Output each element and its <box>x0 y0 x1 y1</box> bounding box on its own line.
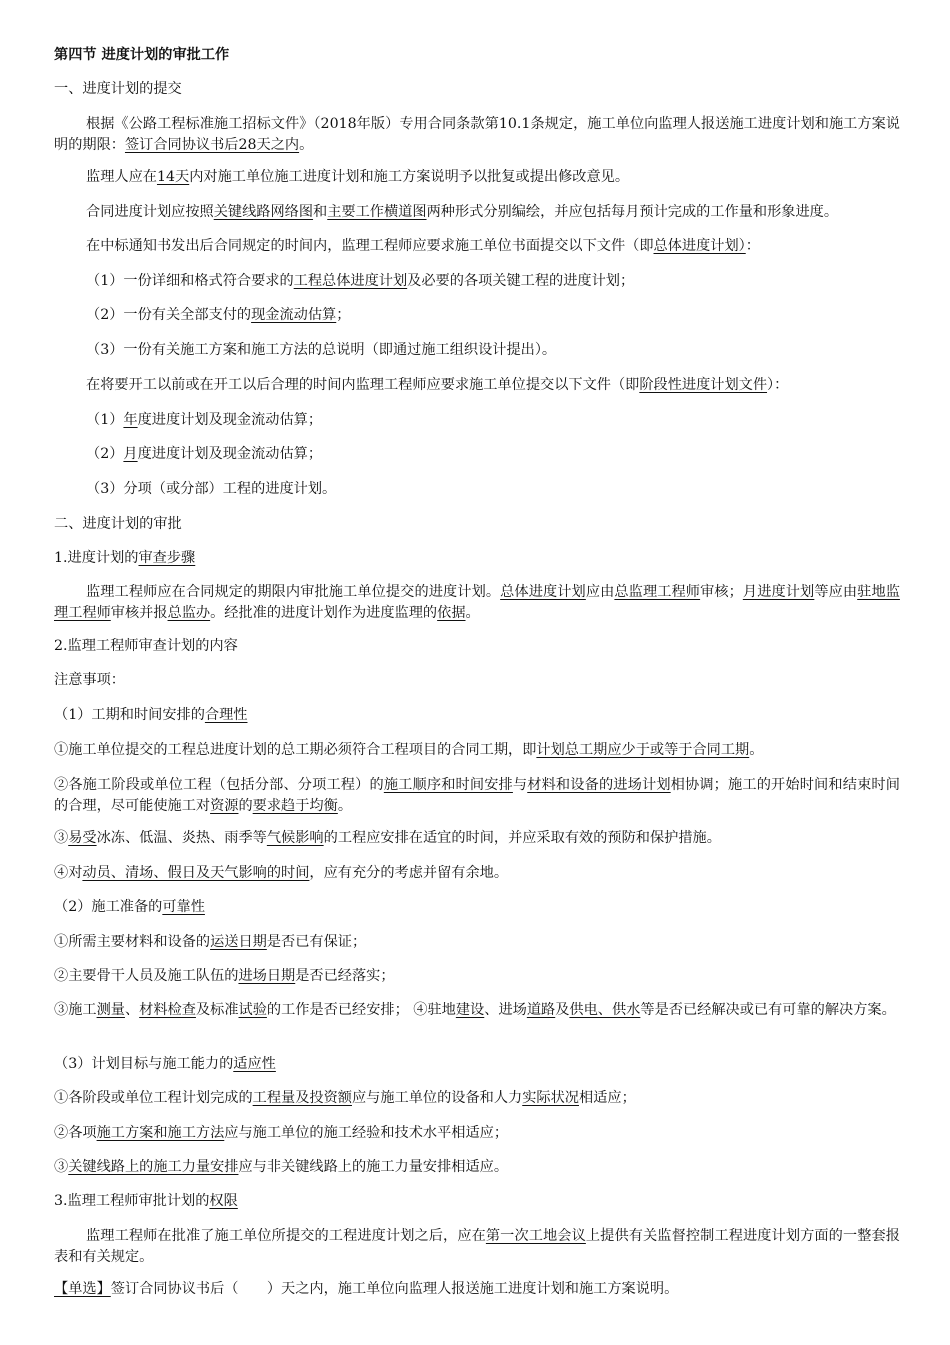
list-item-stage-1: （1）年度进度计划及现金流动估算； <box>86 412 323 428</box>
paragraph-plan-forms: 合同进度计划应按照关键线路网络图和主要工作横道图两种形式分别编绘，并应包括每月预计完成的工作量和形象进度。 <box>86 204 839 220</box>
paragraph-submission-deadline: 根据《公路工程标准施工招标文件》（2018年版）专用合同条款第10.1条规定，施工单位向监理人报送施工进度计划和施工方案说明的期限：签订合同协议书后28天之内。 <box>54 116 900 153</box>
criterion-3-heading: （3）计划目标与施工能力的适应性 <box>54 1056 276 1072</box>
subheading-authority: 3.监理工程师审批计划的权限 <box>54 1193 238 1209</box>
list-item-overall-2: （2）一份有关全部支付的现金流动估算； <box>86 307 351 323</box>
subheading-review-steps: 1.进度计划的审查步骤 <box>54 550 196 566</box>
heading-approval: 二、进度计划的审批 <box>54 516 182 532</box>
note-label: 注意事项： <box>54 672 125 688</box>
criterion-2-item-1: ①所需主要材料和设备的运送日期是否已有保证； <box>54 934 367 950</box>
paragraph-stage-plan: 在将要开工以前或在开工以后合理的时间内监理工程师应要求施工单位提交以下文件（即阶段性进度计划文件）： <box>86 377 789 393</box>
criterion-1-item-1: ①施工单位提交的工程总进度计划的总工期必须符合工程项目的合同工期，即计划总工期应少于或等于合同工期。 <box>54 742 764 758</box>
criterion-2-item-3: ③施工测量、材料检查及标准试验的工作是否已经安排； ④驻地建设、进场道路及供电、供水等是否已经解决或已有可靠的解决方案。 <box>54 1002 896 1018</box>
paragraph-review-steps: 监理工程师应在合同规定的期限内审批施工单位提交的进度计划。总体进度计划应由总监理工程师审核；月进度计划等应由驻地监理工程师审核并报总监办。经批准的进度计划作为进度监理的依据。 <box>54 584 900 621</box>
criterion-1-item-4: ④对动员、清场、假日及天气影响的时间，应有充分的考虑并留有余地。 <box>54 865 509 881</box>
list-item-stage-3: （3）分项（或分部）工程的进度计划。 <box>86 481 337 497</box>
list-item-overall-3: （3）一份有关施工方案和施工方法的总说明（即通过施工组织设计提出）。 <box>86 342 557 358</box>
paragraph-overall-plan: 在中标通知书发出后合同规定的时间内，监理工程师应要求施工单位书面提交以下文件（即总体进度计划）： <box>86 238 760 254</box>
subheading-review-content: 2.监理工程师审查计划的内容 <box>54 638 238 654</box>
criterion-1-item-3: ③易受冰冻、低温、炎热、雨季等气候影响的工程应安排在适宜的时间，并应采取有效的预防和保护措施。 <box>54 830 721 846</box>
criterion-3-item-1: ①各阶段或单位工程计划完成的工程量及投资额应与施工单位的设备和人力实际状况相适应； <box>54 1090 636 1106</box>
heading-submission: 一、进度计划的提交 <box>54 81 182 97</box>
list-item-stage-2: （2）月度进度计划及现金流动估算； <box>86 446 323 462</box>
criterion-2-heading: （2）施工准备的可靠性 <box>54 899 205 915</box>
criterion-1-heading: （1）工期和时间安排的合理性 <box>54 707 248 723</box>
criterion-3-item-2: ②各项施工方案和施工方法应与施工单位的施工经验和技术水平相适应； <box>54 1125 509 1141</box>
single-choice-question: 【单选】签订合同协议书后（ ）天之内，施工单位向监理人报送施工进度计划和施工方案说明。 <box>54 1281 679 1297</box>
section-title: 第四节 进度计划的审批工作 <box>54 47 230 63</box>
criterion-2-item-2: ②主要骨干人员及施工队伍的进场日期是否已经落实； <box>54 968 395 984</box>
criterion-1-item-2: ②各施工阶段或单位工程（包括分部、分项工程）的施工顺序和时间安排与材料和设备的进场计划相协调；施工的开始时间和结束时间的合理，尽可能使施工对资源的要求趋于均衡。 <box>54 777 900 814</box>
list-item-overall-1: （1）一份详细和格式符合要求的工程总体进度计划及必要的各项关键工程的进度计划； <box>86 273 635 289</box>
paragraph-authority: 监理工程师在批准了施工单位所提交的工程进度计划之后，应在第一次工地会议上提供有关监督控制工程进度计划方面的一整套报表和有关规定。 <box>54 1228 900 1265</box>
question-tag: 【单选】 <box>54 1281 111 1297</box>
paragraph-reply-period: 监理人应在14天内对施工单位施工进度计划和施工方案说明予以批复或提出修改意见。 <box>86 169 630 185</box>
criterion-3-item-3: ③关键线路上的施工力量安排应与非关键线路上的施工力量安排相适应。 <box>54 1159 509 1175</box>
